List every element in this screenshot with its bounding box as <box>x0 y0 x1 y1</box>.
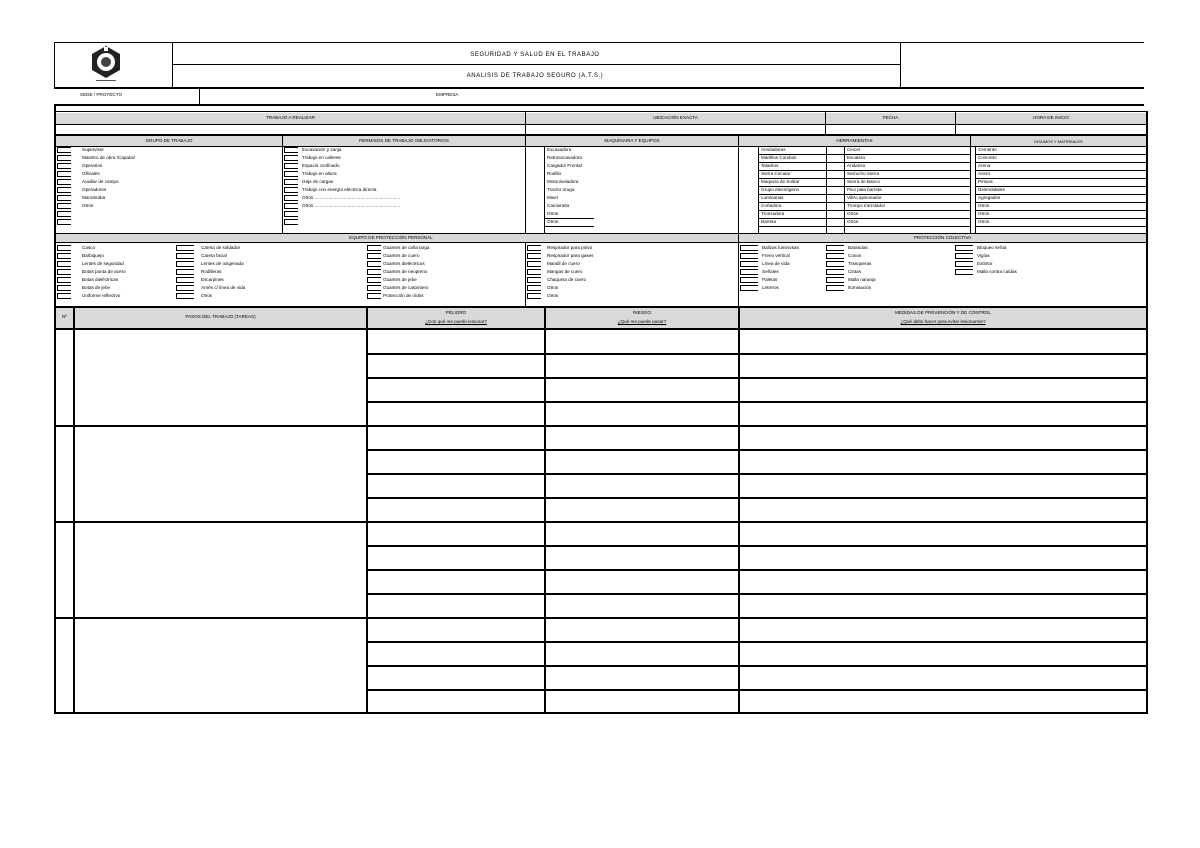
herr-item: Sierra Circular <box>761 171 791 176</box>
colectiva-item: Letreros <box>762 285 779 290</box>
page-title: SEGURIDAD Y SALUD EN EL TRABAJO <box>470 52 600 58</box>
checkbox-epp[interactable] <box>527 245 541 251</box>
checkbox-epp[interactable] <box>176 269 194 275</box>
herr-item: Serrucho Sierra <box>847 171 880 176</box>
herr-item: Luminarias <box>761 195 784 200</box>
checkbox-confinado[interactable] <box>284 163 298 169</box>
maquinaria-item: Retroexcavadora <box>547 155 582 160</box>
insumo-item: Desmoldante <box>978 187 1006 192</box>
insumo-item: Arena <box>978 163 991 168</box>
checkbox-epp[interactable] <box>367 253 381 259</box>
checkbox-epp[interactable] <box>367 293 381 299</box>
checkbox-epp[interactable] <box>367 285 381 291</box>
checkbox-colectiva[interactable] <box>826 285 844 291</box>
grupo-item: Supervisor <box>82 147 104 152</box>
epp-item: Otros <box>547 293 559 298</box>
colectiva-item: Balizas luminosas <box>762 245 799 250</box>
maquinaria-item: Motoniveladora <box>547 179 579 184</box>
checkbox-epp[interactable] <box>367 261 381 267</box>
herr-item: Vibro apisonador <box>847 195 882 200</box>
epp-item: Protección de oídos <box>383 293 424 298</box>
checkbox-epp[interactable] <box>57 269 71 275</box>
colectiva-item: Malla contra caídas <box>977 269 1017 274</box>
epp-header: EQUIPO DE PROTECCIÓN PERSONAL <box>349 235 433 240</box>
epp-item: Otros <box>201 293 213 298</box>
epp-item: Lentes de seguridad <box>82 261 124 266</box>
checkbox-epp[interactable] <box>176 277 194 283</box>
checkbox-colectiva[interactable] <box>826 245 844 251</box>
colectiva-item: Freno vertical <box>762 253 790 258</box>
epp-item: Escarpines <box>201 277 224 282</box>
checkbox-blank[interactable] <box>57 219 71 225</box>
herr-item: Tronzadora <box>761 211 785 216</box>
col-medidas: MEDIDAS DE PREVENCIÓN Y DE CONTROL <box>895 310 991 315</box>
checkbox-colectiva[interactable] <box>740 277 758 283</box>
herr-item: Taladros <box>761 163 779 168</box>
herr-item: Grupo electrógeno <box>761 187 800 192</box>
epp-item: Guantes de caña larga <box>383 245 430 250</box>
insumo-item: Otros <box>978 211 990 216</box>
insumo-item: Cemento <box>978 147 997 152</box>
grupo-item: Otros <box>82 203 94 208</box>
colectiva-item: Línea de vida <box>762 261 790 266</box>
checkbox-epp[interactable] <box>367 277 381 283</box>
herr-item: Pico pala barreta <box>847 187 882 192</box>
checkbox-epp[interactable] <box>57 285 71 291</box>
checkbox-otros-grupo[interactable] <box>57 203 71 209</box>
maquinaria-item: Cargador Frontal <box>547 163 582 168</box>
maquinaria-item: Camioneta <box>547 203 570 208</box>
herr-item: Trompo mezclador <box>847 203 886 208</box>
permiso-item: Trabajo con energía eléctrica directa <box>302 187 377 192</box>
epp-item: Guantes de cuero <box>383 253 420 258</box>
checkbox-colectiva[interactable] <box>955 253 973 259</box>
checkbox-epp[interactable] <box>527 261 541 267</box>
epp-item: Guantes dieléctricos <box>383 261 425 266</box>
permiso-item: Excavación y zanja <box>302 147 342 152</box>
checkbox-colectiva[interactable] <box>955 269 973 275</box>
grupo-item: Operarios <box>82 163 103 168</box>
checkbox-colectiva[interactable] <box>955 261 973 267</box>
grupo-item: Maestro de obra /Capataz <box>82 155 136 160</box>
trabajo-label: TRABAJO A REALIZAR <box>266 115 315 120</box>
checkbox-epp[interactable] <box>527 253 541 259</box>
epp-item: Otros <box>547 285 559 290</box>
insumos-header: INSUMOS Y MATERIALES <box>1034 139 1083 144</box>
checkbox-excavacion[interactable] <box>284 147 298 153</box>
checkbox-colectiva[interactable] <box>826 269 844 275</box>
checkbox-epp[interactable] <box>57 245 71 251</box>
checkbox-operadores[interactable] <box>57 187 71 193</box>
checkbox-otros-permiso[interactable] <box>284 195 298 201</box>
maquinaria-item: Mixer <box>547 195 559 200</box>
col-riesgo: RIESGO <box>633 310 651 315</box>
herramientas-header: HERRAMIENTAS <box>836 138 873 143</box>
herr-item: Martillos Combos <box>761 155 797 160</box>
insumo-item: Agregados <box>978 195 1001 200</box>
sede-label: SEDE / PROYECTO <box>80 92 123 97</box>
page-subtitle: ANALISIS DE TRABAJO SEGURO (A.T.S.) <box>466 73 604 79</box>
checkbox-epp[interactable] <box>57 253 71 259</box>
checkbox-colectiva[interactable] <box>740 269 758 275</box>
maquinaria-item: Excavadora <box>547 147 572 152</box>
checkbox-epp[interactable] <box>176 285 194 291</box>
grupo-header: GRUPO DE TRABAJO <box>145 138 193 143</box>
checkbox-epp[interactable] <box>176 293 194 299</box>
maquinaria-item: Rodillo <box>547 171 562 176</box>
checkbox-epp[interactable] <box>176 245 194 251</box>
checkbox-epp[interactable] <box>527 285 541 291</box>
colectiva-header: PROTECCIÓN COLECTIVA <box>913 235 972 240</box>
col-peligro: PELIGRO <box>445 310 467 315</box>
epp-item: Careta de soldador <box>201 245 241 250</box>
checkbox-epp[interactable] <box>57 293 71 299</box>
maquinaria-header: MAQUINARIA Y EQUIPOS <box>604 138 660 143</box>
epp-item: Lentes de oxigenada <box>201 261 244 266</box>
checkbox-energia[interactable] <box>284 187 298 193</box>
grupo-item: Manobraba <box>82 195 106 200</box>
checkbox-auxiliar[interactable] <box>57 179 71 185</box>
checkbox-colectiva[interactable] <box>826 261 844 267</box>
checkbox-epp[interactable] <box>527 293 541 299</box>
colectiva-item: Paletas <box>762 277 778 282</box>
checkbox-oficiales[interactable] <box>57 171 71 177</box>
herr-item: Amoladoras <box>761 147 786 152</box>
checkbox-epp[interactable] <box>367 269 381 275</box>
epp-item: Guantes de carpintero <box>383 285 429 290</box>
maquinaria-item: Tractor oruga <box>547 187 575 192</box>
herr-item: Barreta <box>761 219 777 224</box>
colectiva-item: Bloqueo señal. <box>977 245 1008 250</box>
checkbox-colectiva[interactable] <box>955 245 973 251</box>
herr-item: Maquina de Soldar <box>761 179 800 184</box>
grupo-item: Operadores <box>82 187 107 192</box>
checkbox-epp[interactable] <box>367 245 381 251</box>
epp-item: Chaqueta de cuero <box>547 277 587 282</box>
checkbox-epp[interactable] <box>57 277 71 283</box>
colectiva-item: Malla naranja <box>848 277 876 282</box>
epp-item: Guantes de neopreno <box>383 269 428 274</box>
ubicacion-label: UBICACIÓN EXACTA <box>653 115 698 120</box>
permiso-item: Espacio confinado <box>302 163 340 168</box>
epp-item: Casco <box>82 245 96 250</box>
permiso-item: Trabajo en altura <box>302 171 337 176</box>
colectiva-item: Conos <box>848 253 862 258</box>
checkbox-supervisor[interactable] <box>57 147 71 153</box>
herr-item: Andamio <box>847 163 866 168</box>
checkbox-epp[interactable] <box>176 253 194 259</box>
colectiva-item: Cintas <box>848 269 862 274</box>
checkbox-manobraba[interactable] <box>57 195 71 201</box>
checkbox-blank[interactable] <box>57 211 71 217</box>
empresa-label: EMPRESA <box>436 92 459 97</box>
herr-item: Otros <box>847 211 859 216</box>
col-pasos: PASOS DEL TRABAJO (TAREAS) <box>185 314 256 319</box>
checkbox-colectiva[interactable] <box>740 285 758 291</box>
checkbox-epp[interactable] <box>176 261 194 267</box>
permiso-item: Otros ................................................................... <box>302 195 401 200</box>
epp-item: Guantes de jebe <box>383 277 417 282</box>
insumo-item: Acero <box>978 171 991 176</box>
insumo-item: Concreto <box>978 155 997 160</box>
checkbox-epp[interactable] <box>527 269 541 275</box>
permiso-item: Trabajo en caliente <box>302 155 341 160</box>
epp-item: Respirador para gases <box>547 253 594 258</box>
checkbox-altura[interactable] <box>284 171 298 177</box>
epp-item: Botas dieléctricas <box>82 277 119 282</box>
epp-item: Uniforme reflectivo <box>82 293 121 298</box>
herr-item: Cortadora <box>761 203 782 208</box>
grupo-item: Auxiliar de campo <box>82 179 119 184</box>
checkbox-epp[interactable] <box>527 277 541 283</box>
checkbox-maestro[interactable] <box>57 155 71 161</box>
colectiva-item: Vigías <box>977 253 990 258</box>
permiso-item: Otros ................................................................... <box>302 203 401 208</box>
epp-item: Botas de jebe <box>82 285 111 290</box>
epp-item: Barbiquejo <box>82 253 104 258</box>
checkbox-otros-permiso[interactable] <box>284 203 298 209</box>
grupo-item: Oficiales <box>82 171 100 176</box>
permisos-header: PERMISOS DE TRABAJO OBLIGATORIOS <box>359 138 449 143</box>
checkbox-blank[interactable] <box>284 219 298 225</box>
colectiva-item: Extintor <box>977 261 993 266</box>
hora-label: HORA DE INICIO <box>1033 115 1069 120</box>
checkbox-colectiva[interactable] <box>826 253 844 259</box>
epp-item: Arnés c/ línea de vida <box>201 285 246 290</box>
checkbox-colectiva[interactable] <box>826 277 844 283</box>
checkbox-colectiva[interactable] <box>740 261 758 267</box>
company-logo <box>88 44 124 84</box>
herr-item: Cincel <box>847 147 860 152</box>
epp-item: Careta facial <box>201 253 227 258</box>
maquinaria-item: Otros <box>547 211 559 216</box>
col-medidas-question: ¿Qué debo hacer para evitar lesionarme? <box>900 319 986 324</box>
checkbox-colectiva[interactable] <box>740 253 758 259</box>
insumo-item: Pintura <box>978 179 993 184</box>
colectiva-item: Tranqueras <box>848 261 872 266</box>
checkbox-blank[interactable] <box>284 211 298 217</box>
epp-item: Botas punta de acero <box>82 269 126 274</box>
insumo-item: Otros <box>978 219 990 224</box>
epp-item: Mangas de cuero <box>547 269 583 274</box>
herr-item: Sierra de Banco <box>847 179 880 184</box>
colectiva-item: Barandas <box>848 245 868 250</box>
checkbox-caliente[interactable] <box>284 155 298 161</box>
insumo-item: Otros <box>978 203 990 208</box>
checkbox-operarios[interactable] <box>57 163 71 169</box>
epp-item: Mandil de cuero <box>547 261 580 266</box>
col-num: Nº <box>62 314 67 319</box>
checkbox-colectiva[interactable] <box>740 245 758 251</box>
fecha-label: FECHA <box>882 115 899 120</box>
colectiva-item: Señales <box>762 269 779 274</box>
checkbox-izaje[interactable] <box>284 179 298 185</box>
herr-item: Otros <box>847 219 859 224</box>
epp-item: Respirador para polvo <box>547 245 593 250</box>
colectiva-item: Iluminación <box>848 285 872 290</box>
col-riesgo-question: ¿Qué me puede pasar? <box>617 319 667 324</box>
permiso-item: Izaje de cargas <box>302 179 334 184</box>
checkbox-epp[interactable] <box>57 261 71 267</box>
maquinaria-item: Otros <box>547 219 559 224</box>
col-peligro-question: ¿Con qué me puedo lesionar? <box>425 319 487 324</box>
epp-item: Rodilleras <box>201 269 222 274</box>
herr-item: Escalera <box>847 155 865 160</box>
